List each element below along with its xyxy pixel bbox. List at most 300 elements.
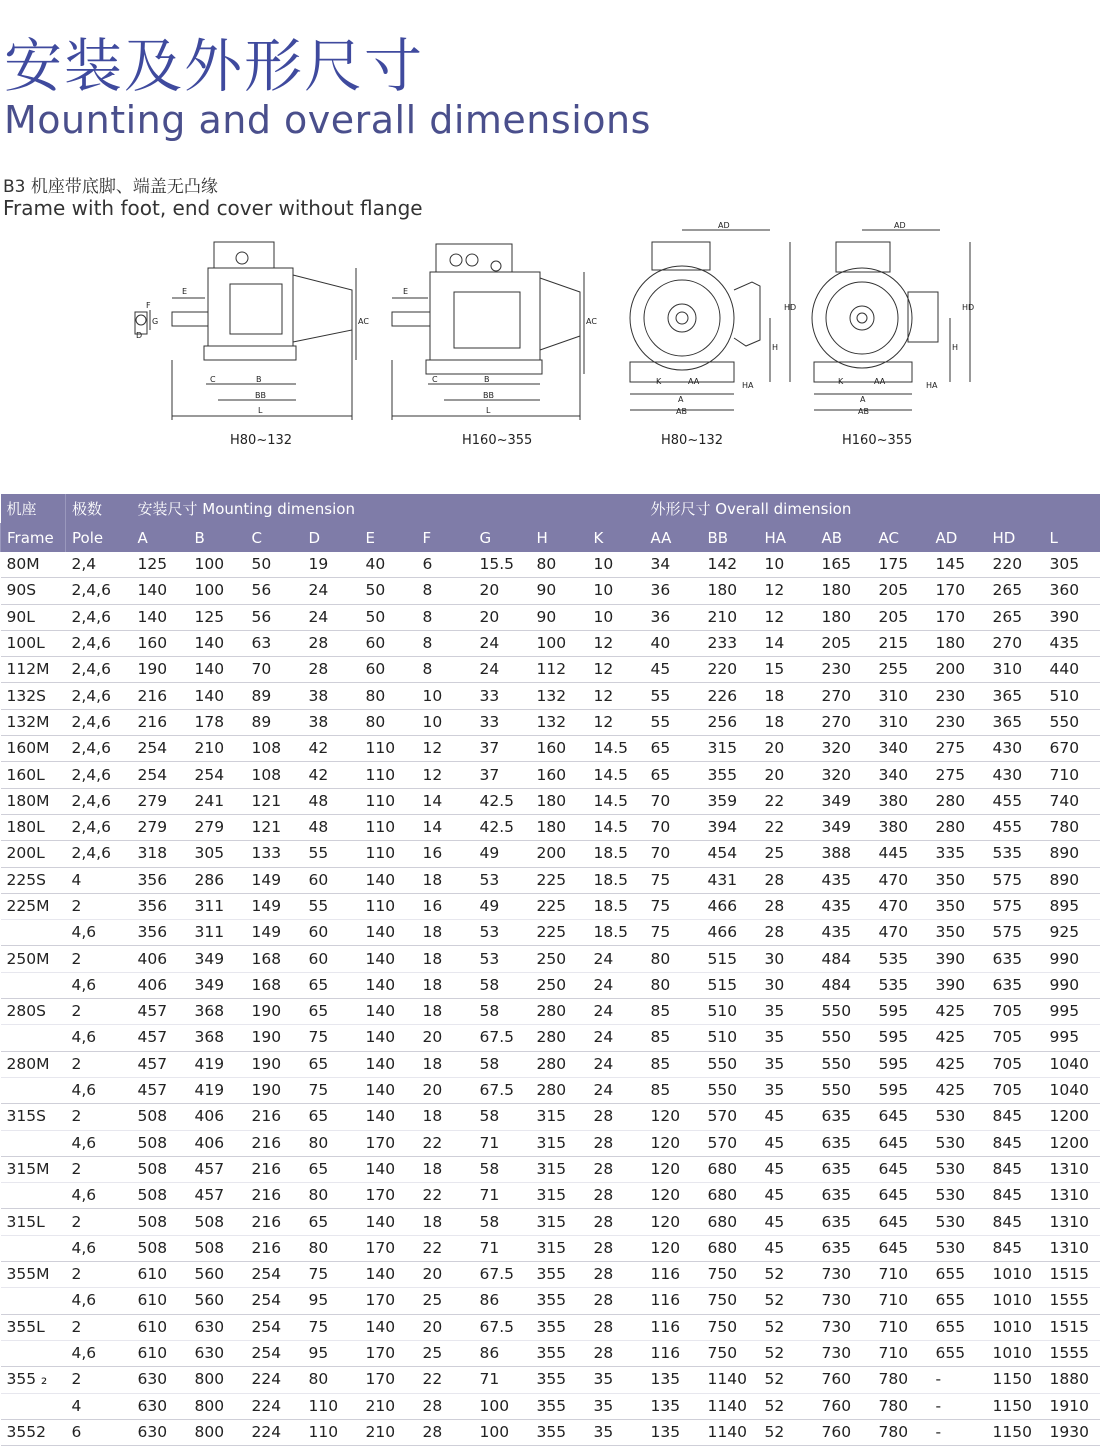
value-cell: 845 — [992, 1133, 1023, 1152]
frame-cell: 112M — [6, 660, 50, 679]
pole-cell: 2 — [71, 1159, 82, 1178]
value-cell: 508 — [137, 1238, 168, 1257]
value-cell: 530 — [935, 1186, 966, 1205]
value-cell: 24 — [593, 1002, 614, 1021]
value-cell: 780 — [878, 1396, 909, 1415]
value-cell: 6 — [422, 555, 433, 574]
value-cell: 350 — [935, 923, 966, 942]
value-cell: 311 — [194, 923, 225, 942]
value-cell: 216 — [137, 686, 168, 705]
value-cell: 279 — [194, 818, 225, 837]
value-cell: 270 — [992, 634, 1023, 653]
value-cell: 33 — [479, 686, 500, 705]
value-cell: 50 — [251, 555, 272, 574]
value-cell: 70 — [650, 791, 671, 810]
value-cell: 216 — [251, 1133, 282, 1152]
value-cell: 216 — [251, 1186, 282, 1205]
table-row — [1, 552, 1100, 578]
dimension-table-wrap — [0, 494, 1100, 1446]
value-cell: 75 — [308, 1317, 329, 1336]
value-cell: 241 — [194, 791, 225, 810]
value-cell: 18 — [422, 1159, 443, 1178]
value-cell: 10 — [422, 686, 443, 705]
value-cell: 355 — [536, 1396, 567, 1415]
value-cell: 635 — [992, 949, 1023, 968]
value-cell: 24 — [479, 660, 500, 679]
value-cell: 180 — [935, 634, 966, 653]
value-cell: 670 — [1049, 739, 1080, 758]
value-cell: 170 — [365, 1344, 396, 1363]
value-cell: 120 — [650, 1159, 681, 1178]
value-cell: 170 — [365, 1370, 396, 1389]
column-header: HD — [987, 523, 1044, 552]
column-header: A — [132, 523, 189, 552]
value-cell: 35 — [764, 1002, 785, 1021]
value-cell: 132 — [536, 686, 567, 705]
value-cell: 356 — [137, 897, 168, 915]
value-cell: 168 — [251, 949, 282, 968]
value-cell: 190 — [251, 1028, 282, 1047]
value-cell: 530 — [935, 1107, 966, 1126]
value-cell: 10 — [593, 555, 614, 574]
value-cell: 12 — [593, 660, 614, 679]
table-row — [1, 814, 1100, 840]
value-cell: 40 — [650, 634, 671, 653]
value-cell: 635 — [821, 1107, 852, 1126]
value-cell: 170 — [935, 581, 966, 600]
value-cell: 140 — [365, 1159, 396, 1178]
value-cell: 140 — [137, 581, 168, 600]
value-cell: 149 — [251, 897, 282, 915]
value-cell: 254 — [137, 765, 168, 784]
value-cell: 8 — [422, 607, 433, 626]
value-cell: 455 — [992, 818, 1023, 837]
value-cell: 108 — [251, 765, 282, 784]
value-cell: 58 — [479, 975, 500, 994]
value-cell: 80 — [650, 949, 671, 968]
value-cell: 75 — [308, 1081, 329, 1100]
value-cell: 635 — [821, 1133, 852, 1152]
value-cell: 12 — [422, 739, 443, 758]
value-cell: 610 — [137, 1317, 168, 1336]
frame-cell: 355 ₂ — [6, 1370, 48, 1389]
value-cell: 56 — [251, 607, 272, 626]
value-cell: 680 — [707, 1212, 738, 1231]
value-cell: 42 — [308, 739, 329, 758]
value-cell: 200 — [536, 844, 567, 863]
value-cell: 780 — [878, 1422, 909, 1441]
label-b-2: B — [484, 375, 490, 384]
value-cell: 110 — [308, 1396, 339, 1415]
value-cell: 80 — [365, 712, 386, 731]
value-cell: 85 — [650, 1002, 671, 1021]
value-cell: 170 — [935, 607, 966, 626]
value-cell: 1910 — [1049, 1396, 1089, 1415]
pole-cell: 2 — [71, 949, 82, 968]
value-cell: 18 — [764, 686, 785, 705]
value-cell: 89 — [251, 712, 272, 731]
value-cell: 65 — [308, 975, 329, 994]
value-cell: 705 — [992, 1002, 1023, 1021]
value-cell: 440 — [1049, 660, 1080, 679]
value-cell: 394 — [707, 818, 738, 837]
value-cell: 349 — [821, 818, 852, 837]
frame-cell: 200L — [6, 844, 45, 863]
value-cell: 340 — [878, 739, 909, 758]
value-cell: 705 — [992, 1054, 1023, 1073]
value-cell: 315 — [536, 1107, 567, 1126]
value-cell: 630 — [137, 1370, 168, 1389]
value-cell: 65 — [308, 1054, 329, 1073]
label-a-2: A — [860, 395, 866, 404]
value-cell: 1010 — [992, 1317, 1032, 1336]
column-header: G — [474, 523, 531, 552]
frame-cell: 355M — [6, 1265, 50, 1284]
value-cell: 22 — [422, 1133, 443, 1152]
frame-cell: 80M — [6, 555, 40, 574]
value-cell: 220 — [707, 660, 738, 679]
motor-dimension-drawings — [0, 220, 1100, 460]
value-cell: 256 — [707, 712, 738, 731]
value-cell: 355 — [536, 1317, 567, 1336]
value-cell: 18.5 — [593, 870, 629, 889]
column-header: BB — [702, 523, 759, 552]
value-cell: 560 — [194, 1265, 225, 1284]
value-cell: 1555 — [1049, 1291, 1089, 1310]
frame-cell — [1, 1288, 66, 1314]
value-cell: 24 — [593, 1054, 614, 1073]
value-cell: 110 — [365, 818, 396, 837]
value-cell: 35 — [593, 1370, 614, 1389]
value-cell: 100 — [536, 634, 567, 653]
value-cell: 10 — [764, 555, 785, 574]
table-row — [1, 1077, 1100, 1103]
value-cell: 365 — [992, 712, 1023, 731]
end-view-small-drawing — [630, 230, 790, 410]
value-cell: 254 — [137, 739, 168, 758]
value-cell: 67.5 — [479, 1081, 515, 1100]
value-cell: 550 — [707, 1054, 738, 1073]
table-row — [1, 1104, 1100, 1130]
table-row — [1, 1262, 1100, 1288]
value-cell: 1150 — [992, 1370, 1032, 1389]
label-ha-2: HA — [926, 381, 938, 390]
value-cell: 14.5 — [593, 739, 629, 758]
value-cell: 75 — [650, 923, 671, 942]
value-cell: 35 — [593, 1422, 614, 1441]
frame-cell: 100L — [6, 634, 45, 653]
value-cell: 80 — [365, 686, 386, 705]
value-cell: 28 — [593, 1265, 614, 1284]
value-cell: 110 — [308, 1422, 339, 1441]
table-row — [1, 736, 1100, 762]
value-cell: 18.5 — [593, 844, 629, 863]
value-cell: 180 — [536, 818, 567, 837]
value-cell: 510 — [707, 1002, 738, 1021]
value-cell: 710 — [878, 1317, 909, 1336]
value-cell: 28 — [308, 660, 329, 679]
table-row — [1, 578, 1100, 604]
value-cell: 10 — [422, 712, 443, 731]
value-cell: 315 — [707, 739, 738, 758]
table-row — [1, 604, 1100, 630]
value-cell: 38 — [308, 712, 329, 731]
table-row — [1, 946, 1100, 972]
pole-cell: 2 — [71, 1370, 82, 1389]
value-cell: 70 — [650, 818, 671, 837]
value-cell: 355 — [536, 1344, 567, 1363]
value-cell: 530 — [935, 1212, 966, 1231]
value-cell: 225 — [536, 897, 567, 915]
value-cell: 110 — [365, 897, 396, 915]
value-cell: 635 — [821, 1186, 852, 1205]
value-cell: 18 — [422, 870, 443, 889]
value-cell: 470 — [878, 870, 909, 889]
value-cell: 800 — [194, 1396, 225, 1415]
pole-cell: 2,4 — [71, 555, 97, 574]
table-row — [1, 788, 1100, 814]
value-cell: 60 — [308, 870, 329, 889]
value-cell: 63 — [251, 634, 272, 653]
value-cell: 116 — [650, 1344, 681, 1363]
value-cell: 484 — [821, 975, 852, 994]
value-cell: 20 — [479, 581, 500, 600]
value-cell: 1200 — [1049, 1133, 1089, 1152]
value-cell: 230 — [821, 660, 852, 679]
frame-cell: 225M — [6, 897, 50, 915]
value-cell: 140 — [365, 923, 396, 942]
value-cell: 635 — [821, 1212, 852, 1231]
value-cell: 457 — [137, 1081, 168, 1100]
value-cell: 95 — [308, 1344, 329, 1363]
table-row — [1, 920, 1100, 946]
value-cell: 550 — [821, 1054, 852, 1073]
value-cell: 710 — [878, 1344, 909, 1363]
value-cell: 42 — [308, 765, 329, 784]
value-cell: 205 — [821, 634, 852, 653]
value-cell: 175 — [878, 555, 909, 574]
pole-cell: 2,4,6 — [71, 660, 111, 679]
value-cell: 349 — [194, 975, 225, 994]
value-cell: 28 — [593, 1344, 614, 1363]
frame-cell: 132S — [6, 686, 46, 705]
dimension-table — [0, 494, 1100, 1446]
value-cell: 560 — [194, 1291, 225, 1310]
value-cell: 71 — [479, 1238, 500, 1257]
value-cell: 550 — [821, 1081, 852, 1100]
value-cell: - — [935, 1422, 942, 1441]
value-cell: 365 — [992, 686, 1023, 705]
table-row — [1, 1183, 1100, 1209]
frame-cell — [1, 1393, 66, 1419]
label-h-1: H — [772, 343, 779, 352]
value-cell: 14.5 — [593, 765, 629, 784]
value-cell: 1310 — [1049, 1159, 1089, 1178]
value-cell: 120 — [650, 1238, 681, 1257]
value-cell: 20 — [422, 1265, 443, 1284]
value-cell: 224 — [251, 1396, 282, 1415]
value-cell: 655 — [935, 1265, 966, 1284]
label-ha-1: HA — [742, 381, 754, 390]
value-cell: 280 — [536, 1081, 567, 1100]
column-header: AB — [816, 523, 873, 552]
pole-cell: 2,4,6 — [71, 765, 111, 784]
column-header: Frame — [1, 523, 66, 552]
value-cell: 466 — [707, 897, 738, 915]
value-cell: 335 — [935, 844, 966, 863]
label-e: E — [182, 287, 188, 296]
value-cell: 80 — [308, 1238, 329, 1257]
value-cell: 515 — [707, 949, 738, 968]
frame-cell — [1, 1235, 66, 1261]
value-cell: 110 — [365, 844, 396, 863]
value-cell: 845 — [992, 1238, 1023, 1257]
value-cell: 180 — [707, 581, 738, 600]
value-cell: 22 — [422, 1186, 443, 1205]
value-cell: 845 — [992, 1186, 1023, 1205]
label-hd-1: HD — [784, 303, 797, 312]
value-cell: 390 — [935, 975, 966, 994]
value-cell: 406 — [137, 949, 168, 968]
value-cell: 14.5 — [593, 818, 629, 837]
value-cell: 270 — [821, 686, 852, 705]
value-cell: 65 — [308, 1159, 329, 1178]
value-cell: 20 — [422, 1028, 443, 1047]
table-row — [1, 630, 1100, 656]
value-cell: 254 — [251, 1317, 282, 1336]
value-cell: 406 — [194, 1133, 225, 1152]
value-cell: 190 — [251, 1002, 282, 1021]
value-cell: 16 — [422, 844, 443, 863]
value-cell: 25 — [764, 844, 785, 863]
value-cell: 610 — [137, 1344, 168, 1363]
value-cell: 65 — [308, 1002, 329, 1021]
value-cell: 340 — [878, 765, 909, 784]
value-cell: 470 — [878, 897, 909, 915]
value-cell: 67.5 — [479, 1317, 515, 1336]
value-cell: 406 — [194, 1107, 225, 1126]
value-cell: 18 — [422, 1054, 443, 1073]
value-cell: 24 — [593, 949, 614, 968]
table-row — [1, 1130, 1100, 1156]
label-g: G — [152, 317, 159, 326]
value-cell: 120 — [650, 1212, 681, 1231]
value-cell: 75 — [650, 897, 671, 915]
value-cell: 35 — [764, 1028, 785, 1047]
column-header: D — [303, 523, 360, 552]
value-cell: 466 — [707, 923, 738, 942]
label-bb-1: BB — [255, 391, 266, 400]
value-cell: 355 — [536, 1265, 567, 1284]
value-cell: 200 — [935, 660, 966, 679]
value-cell: 8 — [422, 660, 433, 679]
value-cell: 53 — [479, 870, 500, 889]
value-cell: 140 — [137, 607, 168, 626]
value-cell: 710 — [878, 1291, 909, 1310]
value-cell: 86 — [479, 1344, 500, 1363]
value-cell: 149 — [251, 923, 282, 942]
value-cell: 380 — [878, 791, 909, 810]
label-c-2: C — [432, 375, 438, 384]
value-cell: 71 — [479, 1370, 500, 1389]
value-cell: 140 — [365, 1081, 396, 1100]
value-cell: 45 — [764, 1238, 785, 1257]
value-cell: - — [935, 1396, 942, 1415]
value-cell: 170 — [365, 1186, 396, 1205]
header-pole-cn: 极数 — [66, 494, 132, 523]
value-cell: 12 — [593, 686, 614, 705]
value-cell: 233 — [707, 634, 738, 653]
value-cell: 457 — [137, 1028, 168, 1047]
column-header: L — [1044, 523, 1100, 552]
value-cell: 780 — [878, 1370, 909, 1389]
header-mounting: 安装尺寸 Mounting dimension — [132, 494, 645, 523]
value-cell: 34 — [650, 555, 671, 574]
value-cell: 254 — [251, 1265, 282, 1284]
value-cell: 425 — [935, 1002, 966, 1021]
frame-cell: 160M — [6, 739, 50, 758]
value-cell: 30 — [764, 975, 785, 994]
value-cell: 575 — [992, 923, 1023, 942]
label-ad-2: AD — [894, 221, 906, 230]
value-cell: 368 — [194, 1002, 225, 1021]
value-cell: 170 — [365, 1133, 396, 1152]
table-row — [1, 841, 1100, 867]
value-cell: 255 — [878, 660, 909, 679]
value-cell: 140 — [365, 1054, 396, 1073]
value-cell: 760 — [821, 1370, 852, 1389]
frame-cell — [1, 972, 66, 998]
value-cell: 18 — [422, 1107, 443, 1126]
value-cell: 121 — [251, 818, 282, 837]
value-cell: 435 — [821, 897, 852, 915]
pole-cell: 2,4,6 — [71, 739, 111, 758]
value-cell: 995 — [1049, 1028, 1080, 1047]
value-cell: 65 — [308, 1212, 329, 1231]
value-cell: 1140 — [707, 1422, 747, 1441]
value-cell: 508 — [137, 1212, 168, 1231]
value-cell: 170 — [365, 1291, 396, 1310]
value-cell: 800 — [194, 1422, 225, 1441]
subtitle-cn: B3 机座带底脚、端盖无凸缘 — [3, 177, 218, 197]
value-cell: 18 — [764, 712, 785, 731]
value-cell: 550 — [821, 1028, 852, 1047]
value-cell: 95 — [308, 1291, 329, 1310]
value-cell: 33 — [479, 712, 500, 731]
table-header-row-1 — [1, 494, 1100, 523]
value-cell: 65 — [650, 739, 671, 758]
value-cell: 680 — [707, 1186, 738, 1205]
value-cell: 22 — [764, 818, 785, 837]
value-cell: 110 — [365, 765, 396, 784]
pole-cell: 2 — [71, 1265, 82, 1284]
value-cell: 60 — [308, 949, 329, 968]
value-cell: 990 — [1049, 975, 1080, 994]
value-cell: 530 — [935, 1238, 966, 1257]
value-cell: 455 — [992, 791, 1023, 810]
value-cell: 20 — [764, 739, 785, 758]
value-cell: 210 — [365, 1396, 396, 1415]
frame-cell — [1, 1077, 66, 1103]
drawing-caption-4: H160~355 — [842, 433, 913, 448]
value-cell: 359 — [707, 791, 738, 810]
value-cell: 250 — [536, 975, 567, 994]
value-cell: 800 — [194, 1370, 225, 1389]
value-cell: 165 — [821, 555, 852, 574]
value-cell: 265 — [992, 581, 1023, 600]
header-frame-cn: 机座 — [1, 494, 66, 523]
table-row — [1, 1314, 1100, 1340]
